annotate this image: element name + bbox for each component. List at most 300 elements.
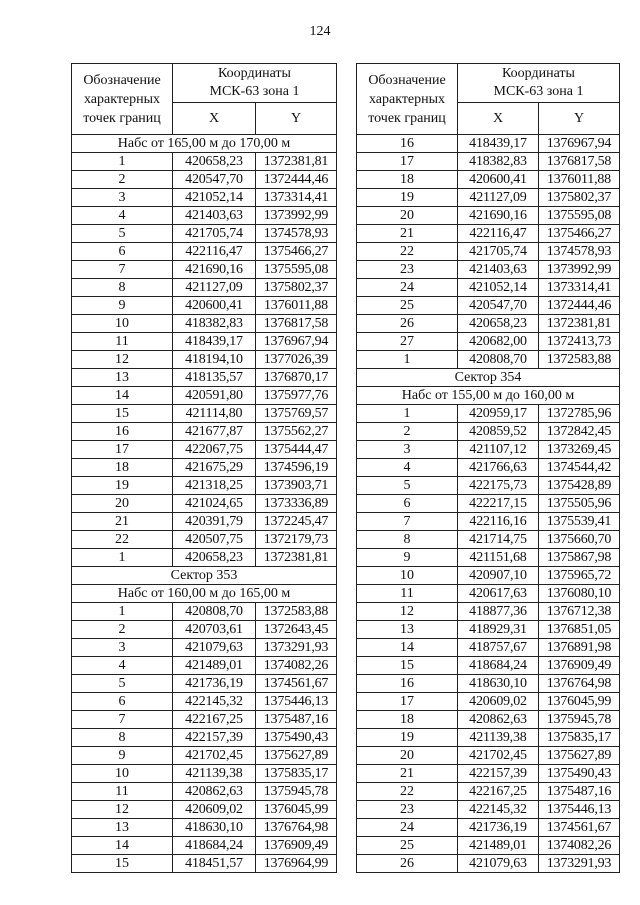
table-row [357,765,620,783]
x-coordinate: 422175,73 [458,477,539,495]
table-row [72,549,337,567]
y-coordinate: 1373291,93 [539,855,620,873]
table-row [357,567,620,585]
x-coordinate: 420859,52 [458,423,539,441]
point-number: 24 [357,279,458,297]
point-number: 17 [72,441,173,459]
y-coordinate: 1375487,16 [256,711,337,729]
x-coordinate: 422145,32 [458,801,539,819]
table-row [72,729,337,747]
y-coordinate: 1376045,99 [539,693,620,711]
y-coordinate: 1376764,98 [256,819,337,837]
section-heading: Набс от 160,00 м до 165,00 м [72,585,337,603]
table-row [357,675,620,693]
point-number: 1 [357,405,458,423]
table-row [72,675,337,693]
point-number: 13 [72,369,173,387]
y-coordinate: 1375539,41 [539,513,620,531]
y-coordinate: 1375945,78 [539,711,620,729]
section-row [357,369,620,387]
table-row [72,855,337,873]
table-row [357,333,620,351]
point-number: 10 [72,765,173,783]
point-number: 19 [357,189,458,207]
y-coordinate: 1374082,26 [539,837,620,855]
y-coordinate: 1373992,99 [539,261,620,279]
x-coordinate: 418684,24 [173,837,256,855]
y-coordinate: 1375835,17 [539,729,620,747]
x-coordinate: 420507,75 [173,531,256,549]
point-number: 5 [72,675,173,693]
point-number: 22 [357,783,458,801]
table-row [357,243,620,261]
header-coord-line: Координаты [218,65,291,81]
table-row [72,783,337,801]
y-coordinate: 1377026,39 [256,351,337,369]
header-y: Y [256,102,337,134]
x-coordinate: 421052,14 [173,189,256,207]
y-coordinate: 1375505,96 [539,495,620,513]
x-coordinate: 420658,23 [458,315,539,333]
y-coordinate: 1375660,70 [539,531,620,549]
x-coordinate: 421139,38 [458,729,539,747]
header-coord-line: МСК-63 зона 1 [209,83,300,99]
table-row [72,621,337,639]
y-coordinate: 1376964,99 [256,855,337,873]
table-row [357,657,620,675]
y-coordinate: 1375977,76 [256,387,337,405]
y-coordinate: 1375428,89 [539,477,620,495]
y-coordinate: 1375466,27 [539,225,620,243]
point-number: 25 [357,297,458,315]
point-number: 9 [72,297,173,315]
point-number: 3 [72,639,173,657]
table-row [72,387,337,405]
header-x: X [458,102,539,134]
x-coordinate: 418451,57 [173,855,256,873]
table-row [72,693,337,711]
y-coordinate: 1373336,89 [256,495,337,513]
point-number: 16 [357,135,458,153]
table-row [72,765,337,783]
x-coordinate: 421107,12 [458,441,539,459]
y-coordinate: 1374578,93 [539,243,620,261]
table-row [72,657,337,675]
y-coordinate: 1373269,45 [539,441,620,459]
point-number: 12 [72,351,173,369]
section-heading: Набс от 155,00 м до 160,00 м [357,387,620,405]
x-coordinate: 420703,61 [173,621,256,639]
y-coordinate: 1372381,81 [256,153,337,171]
x-coordinate: 418194,10 [173,351,256,369]
point-number: 1 [72,549,173,567]
y-coordinate: 1372583,88 [539,351,620,369]
x-coordinate: 422145,32 [173,693,256,711]
x-coordinate: 421714,75 [458,531,539,549]
point-number: 12 [72,801,173,819]
y-coordinate: 1374596,19 [256,459,337,477]
y-coordinate: 1375466,27 [256,243,337,261]
table-row [357,477,620,495]
y-coordinate: 1373291,93 [256,639,337,657]
point-number: 2 [72,171,173,189]
y-coordinate: 1372444,46 [539,297,620,315]
x-coordinate: 421139,38 [173,765,256,783]
table-row [72,351,337,369]
table-row [72,477,337,495]
point-number: 18 [357,171,458,189]
point-number: 8 [72,729,173,747]
section-row [72,585,337,603]
x-coordinate: 418630,10 [458,675,539,693]
table-row [72,639,337,657]
x-coordinate: 421127,09 [458,189,539,207]
table-row [357,747,620,765]
y-coordinate: 1375490,43 [256,729,337,747]
table-row [72,225,337,243]
coordinates-table-right [356,63,620,873]
point-number: 6 [72,243,173,261]
y-coordinate: 1372842,45 [539,423,620,441]
point-number: 14 [357,639,458,657]
point-number: 7 [72,261,173,279]
point-number: 11 [72,783,173,801]
point-number: 21 [72,513,173,531]
table-row [357,693,620,711]
table-row [72,189,337,207]
table-row [72,603,337,621]
header-y: Y [539,102,620,134]
y-coordinate: 1375802,37 [256,279,337,297]
table-row [72,207,337,225]
page-number: 124 [309,24,331,39]
y-coordinate: 1372381,81 [256,549,337,567]
header-coordinates [458,64,620,103]
x-coordinate: 422067,75 [173,441,256,459]
header-name-line: характерных [368,91,446,107]
x-coordinate: 420547,70 [458,297,539,315]
point-number: 26 [357,855,458,873]
x-coordinate: 418439,17 [173,333,256,351]
x-coordinate: 421151,68 [458,549,539,567]
table-row [72,837,337,855]
y-coordinate: 1373314,41 [539,279,620,297]
x-coordinate: 421690,16 [458,207,539,225]
header-x: X [173,102,256,134]
x-coordinate: 420591,80 [173,387,256,405]
point-number: 6 [72,693,173,711]
x-coordinate: 421024,65 [173,495,256,513]
point-number: 5 [357,477,458,495]
y-coordinate: 1374578,93 [256,225,337,243]
point-number: 4 [72,207,173,225]
x-coordinate: 422167,25 [173,711,256,729]
table-row [72,711,337,729]
table-row [72,513,337,531]
point-number: 3 [357,441,458,459]
y-coordinate: 1372643,45 [256,621,337,639]
x-coordinate: 420391,79 [173,513,256,531]
point-number: 8 [357,531,458,549]
x-coordinate: 421702,45 [173,747,256,765]
point-number: 11 [357,585,458,603]
x-coordinate: 420862,63 [173,783,256,801]
table-row [357,603,620,621]
table-row [357,549,620,567]
section-heading: Набс от 165,00 м до 170,00 м [72,135,337,153]
x-coordinate: 421127,09 [173,279,256,297]
point-number: 15 [357,657,458,675]
point-number: 22 [357,243,458,261]
x-coordinate: 420682,00 [458,333,539,351]
y-coordinate: 1373992,99 [256,207,337,225]
table-row [72,405,337,423]
table-row [357,405,620,423]
table-row [357,423,620,441]
x-coordinate: 420808,70 [458,351,539,369]
point-number: 1 [357,351,458,369]
point-number: 4 [357,459,458,477]
y-coordinate: 1376764,98 [539,675,620,693]
table-row [357,513,620,531]
x-coordinate: 422116,47 [173,243,256,261]
y-coordinate: 1376891,98 [539,639,620,657]
point-number: 19 [72,477,173,495]
section-heading: Сектор 353 [72,567,337,585]
point-number: 27 [357,333,458,351]
x-coordinate: 421052,14 [458,279,539,297]
x-coordinate: 420862,63 [458,711,539,729]
table-row [357,801,620,819]
y-coordinate: 1372785,96 [539,405,620,423]
y-coordinate: 1374561,67 [256,675,337,693]
section-row [72,567,337,585]
table-row [72,297,337,315]
y-coordinate: 1374082,26 [256,657,337,675]
x-coordinate: 421403,63 [458,261,539,279]
point-number: 14 [72,387,173,405]
header-name-line: Обозначение [368,72,446,88]
x-coordinate: 421677,87 [173,423,256,441]
y-coordinate: 1375562,27 [256,423,337,441]
table-row [72,441,337,459]
header-coord-line: Координаты [502,65,575,81]
y-coordinate: 1376011,88 [539,171,620,189]
x-coordinate: 420609,02 [173,801,256,819]
table-row [357,819,620,837]
y-coordinate: 1376851,05 [539,621,620,639]
point-number: 13 [72,819,173,837]
header-name-line: Обозначение [83,72,161,88]
point-number: 3 [72,189,173,207]
table-row [357,279,620,297]
table-row [357,783,620,801]
point-number: 17 [357,153,458,171]
table-row [72,243,337,261]
point-number: 12 [357,603,458,621]
table-row [357,621,620,639]
x-coordinate: 420658,23 [173,549,256,567]
y-coordinate: 1372245,47 [256,513,337,531]
table-row [357,171,620,189]
y-coordinate: 1373314,41 [256,189,337,207]
y-coordinate: 1374544,42 [539,459,620,477]
point-number: 6 [357,495,458,513]
x-coordinate: 421079,63 [458,855,539,873]
x-coordinate: 418630,10 [173,819,256,837]
table-row [357,711,620,729]
table-row [72,261,337,279]
section-row [72,135,337,153]
x-coordinate: 418929,31 [458,621,539,639]
point-number: 26 [357,315,458,333]
x-coordinate: 421705,74 [173,225,256,243]
x-coordinate: 418382,83 [173,315,256,333]
table-row [72,333,337,351]
y-coordinate: 1372179,73 [256,531,337,549]
table-body-left [72,135,337,873]
point-number: 21 [357,765,458,783]
header-coordinates [173,64,337,103]
y-coordinate: 1376870,17 [256,369,337,387]
y-coordinate: 1372583,88 [256,603,337,621]
table-row [357,207,620,225]
table-row [72,171,337,189]
table-row [72,495,337,513]
y-coordinate: 1375627,89 [256,747,337,765]
point-number: 9 [72,747,173,765]
x-coordinate: 421690,16 [173,261,256,279]
point-number: 18 [72,459,173,477]
point-number: 13 [357,621,458,639]
section-heading: Сектор 354 [357,369,620,387]
x-coordinate: 421736,19 [458,819,539,837]
y-coordinate: 1376045,99 [256,801,337,819]
table-body-right [357,135,620,873]
x-coordinate: 420600,41 [458,171,539,189]
table-row [72,747,337,765]
header-point-designation [357,64,458,135]
point-number: 15 [72,855,173,873]
y-coordinate: 1374561,67 [539,819,620,837]
y-coordinate: 1375595,08 [539,207,620,225]
x-coordinate: 420617,63 [458,585,539,603]
table-row [357,639,620,657]
x-coordinate: 421766,63 [458,459,539,477]
header-coord-line: МСК-63 зона 1 [493,83,584,99]
x-coordinate: 420959,17 [458,405,539,423]
x-coordinate: 422167,25 [458,783,539,801]
x-coordinate: 418382,83 [458,153,539,171]
table-row [357,837,620,855]
point-number: 19 [357,729,458,747]
x-coordinate: 418757,67 [458,639,539,657]
header-name-line: точек границ [368,110,446,126]
x-coordinate: 420907,10 [458,567,539,585]
y-coordinate: 1376909,49 [256,837,337,855]
x-coordinate: 418684,24 [458,657,539,675]
table-row [357,351,620,369]
y-coordinate: 1375867,98 [539,549,620,567]
x-coordinate: 421736,19 [173,675,256,693]
point-number: 20 [357,207,458,225]
y-coordinate: 1372444,46 [256,171,337,189]
point-number: 14 [72,837,173,855]
y-coordinate: 1375490,43 [539,765,620,783]
x-coordinate: 422116,16 [458,513,539,531]
x-coordinate: 420808,70 [173,603,256,621]
y-coordinate: 1375446,13 [256,693,337,711]
table-row [72,459,337,477]
point-number: 11 [72,333,173,351]
table-row [72,819,337,837]
y-coordinate: 1376817,58 [256,315,337,333]
table-row [72,315,337,333]
table-row [357,297,620,315]
table-row [357,855,620,873]
x-coordinate: 422217,15 [458,495,539,513]
point-number: 18 [357,711,458,729]
point-number: 2 [72,621,173,639]
x-coordinate: 420600,41 [173,297,256,315]
point-number: 20 [357,747,458,765]
y-coordinate: 1376011,88 [256,297,337,315]
y-coordinate: 1375802,37 [539,189,620,207]
table-row [357,585,620,603]
y-coordinate: 1375965,72 [539,567,620,585]
y-coordinate: 1376909,49 [539,657,620,675]
x-coordinate: 418877,36 [458,603,539,621]
point-number: 4 [72,657,173,675]
point-number: 1 [72,603,173,621]
table-row [72,801,337,819]
x-coordinate: 421489,01 [458,837,539,855]
table-row [357,729,620,747]
table-row [357,153,620,171]
x-coordinate: 418439,17 [458,135,539,153]
table-row [72,153,337,171]
y-coordinate: 1375627,89 [539,747,620,765]
y-coordinate: 1375945,78 [256,783,337,801]
x-coordinate: 421675,29 [173,459,256,477]
point-number: 15 [72,405,173,423]
point-number: 10 [357,567,458,585]
table-row [72,423,337,441]
y-coordinate: 1372413,73 [539,333,620,351]
x-coordinate: 422116,47 [458,225,539,243]
point-number: 20 [72,495,173,513]
point-number: 2 [357,423,458,441]
y-coordinate: 1375595,08 [256,261,337,279]
table-row [357,261,620,279]
point-number: 1 [72,153,173,171]
point-number: 16 [72,423,173,441]
point-number: 10 [72,315,173,333]
point-number: 7 [72,711,173,729]
header-name-line: характерных [83,91,161,107]
point-number: 21 [357,225,458,243]
header-point-designation [72,64,173,135]
x-coordinate: 421705,74 [458,243,539,261]
point-number: 22 [72,531,173,549]
point-number: 17 [357,693,458,711]
x-coordinate: 422157,39 [173,729,256,747]
y-coordinate: 1376712,38 [539,603,620,621]
section-row [357,387,620,405]
x-coordinate: 422157,39 [458,765,539,783]
x-coordinate: 421318,25 [173,477,256,495]
x-coordinate: 420658,23 [173,153,256,171]
